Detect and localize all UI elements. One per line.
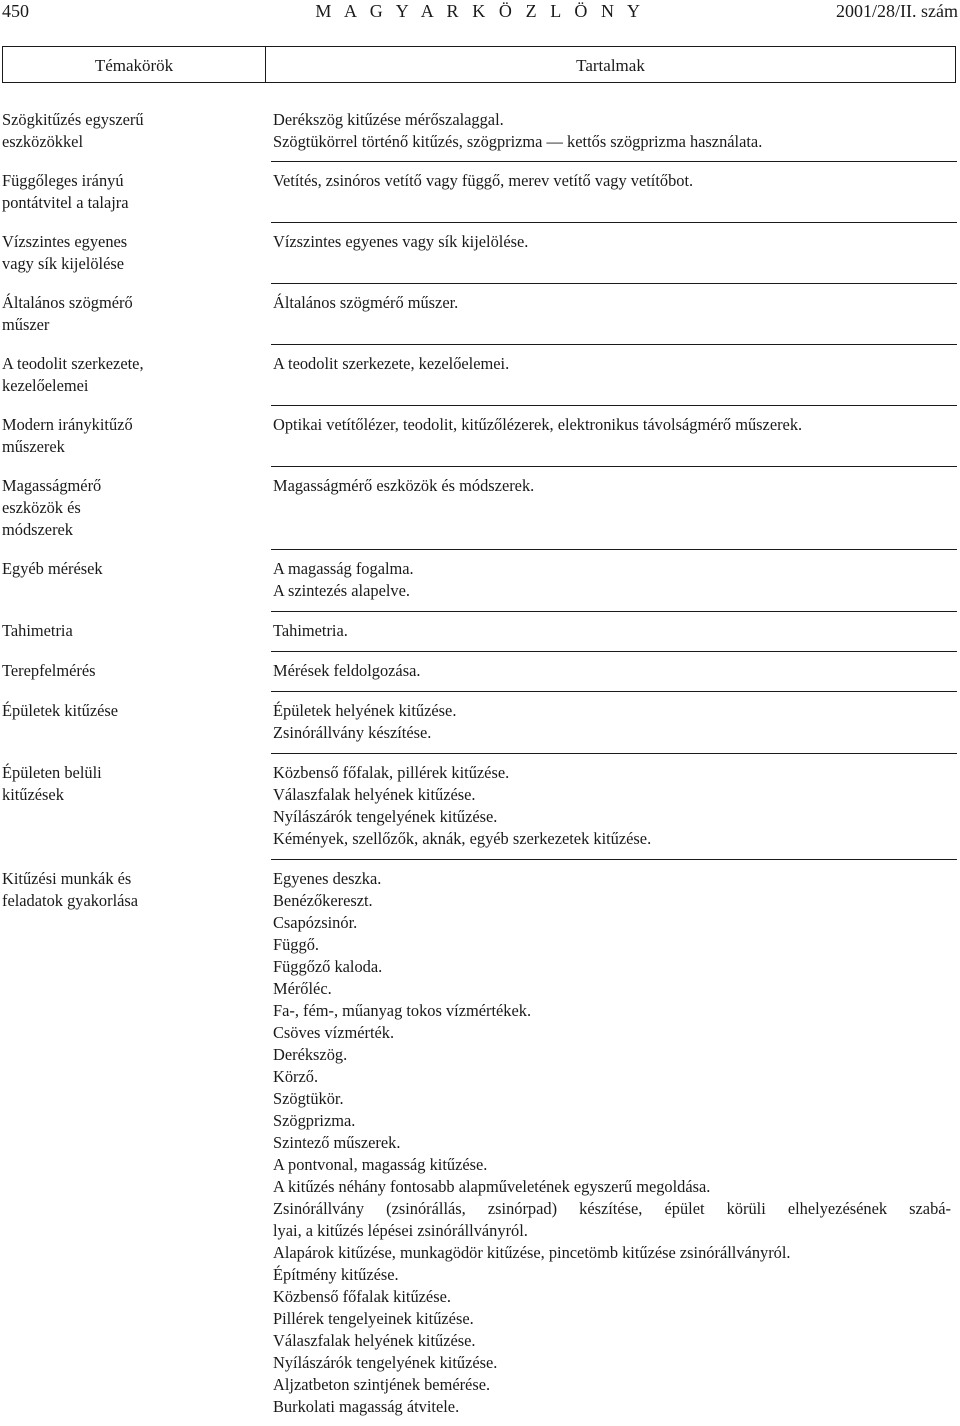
issue-number: 2001/28/II. szám [836,1,958,21]
topic-line: módszerek [2,520,73,539]
content-line: Nyílászárók tengelyének kitűzése. [273,807,498,826]
content-line: Függőző kaloda. [273,957,383,976]
content-line: Benézőkereszt. [273,891,373,910]
content-line: Csapózsinór. [273,913,358,932]
content-cell [271,353,957,406]
column-header-contents: Tartalmak [576,56,645,75]
content-line: lyai, a kitűzés lépései zsinórállványról. [273,1221,528,1240]
topic-line: műszer [2,315,50,334]
table-row [0,762,960,868]
topic-line: feladatok gyakorlása [2,891,139,910]
content-cell [271,231,957,284]
topic-cell [0,660,271,692]
content-cell [271,109,957,162]
table-row [0,170,960,231]
content-line: Szintező műszerek. [273,1133,401,1152]
topic-cell [0,475,271,550]
table-row [0,231,960,292]
table-row [0,353,960,414]
topic-cell [0,558,271,612]
content-line: Aljzatbeton szintjének bemérése. [273,1375,491,1394]
content-line: Egyenes deszka. [273,869,382,888]
page-number: 450 [2,1,29,21]
content-line: Magasságmérő eszközök és módszerek. [273,476,535,495]
topic-line: Épületen belüli [2,763,102,782]
topic-cell [0,620,271,652]
topic-line: kitűzések [2,785,64,804]
content-line: Közbenső főfalak kitűzése. [273,1287,451,1306]
topic-cell [0,414,271,467]
content-cell [271,292,957,345]
topic-line: Modern iránykitűző [2,415,133,434]
content-line: Derékszög. [273,1045,348,1064]
content-line: Csöves vízmérték. [273,1023,395,1042]
topic-line: eszközök és [2,498,81,517]
content-cell [271,414,957,467]
content-line: A teodolit szerkezete, kezelőelemei. [273,354,510,373]
table-row [0,414,960,475]
topic-cell [0,170,271,223]
topic-cell [0,868,271,1418]
content-line: A pontvonal, magasság kitűzése. [273,1155,488,1174]
topic-line: Általános szögmérő [2,293,133,312]
topic-cell [0,700,271,754]
topic-line: pontátvitel a talajra [2,193,129,212]
content-line: Alapárok kitűzése, munkagödör kitűzése, pincetömb kitűzése zsinórállványról. [273,1243,791,1262]
content-line: Szögprizma. [273,1111,356,1130]
topic-line: Tahimetria [2,621,73,640]
content-line: Derékszög kitűzése mérőszalaggal. [273,110,504,129]
topic-cell [0,109,271,162]
content-line: A szintezés alapelve. [273,581,410,600]
curriculum-table [0,109,960,1426]
table-row [0,868,960,1426]
table-row [0,620,960,660]
topic-line: eszközökkel [2,132,84,151]
topic-cell [0,353,271,406]
topic-cell [0,762,271,860]
content-line: Nyílászárók tengelyének kitűzése. [273,1353,498,1372]
table-row [0,292,960,353]
content-cell [271,558,957,612]
content-line: Általános szögmérő műszer. [273,293,459,312]
content-line: Pillérek tengelyeinek kitűzése. [273,1309,474,1328]
table-row [0,475,960,558]
content-line: Válaszfalak helyének kitűzése. [273,1331,476,1350]
content-line: Burkolati magasság átvitele. [273,1397,460,1416]
content-cell [271,170,957,223]
content-line: Mérőléc. [273,979,332,998]
content-line: Függő. [273,935,319,954]
table-row [0,558,960,620]
topic-line: A teodolit szerkezete, [2,354,144,373]
content-line: A kitűzés néhány fontosabb alapműveletének egyszerű megoldása. [273,1177,711,1196]
content-line: Szögtükör. [273,1089,344,1108]
content-line: Közbenső főfalak, pillérek kitűzése. [273,763,510,782]
content-line: Mérések feldolgozása. [273,661,421,680]
content-line: Tahimetria. [273,621,348,640]
content-cell [271,620,957,652]
content-line: Építmény kitűzése. [273,1265,399,1284]
content-cell [271,660,957,692]
content-cell [271,475,957,550]
content-cell [271,868,957,1418]
content-line: Válaszfalak helyének kitűzése. [273,785,476,804]
topic-line: műszerek [2,437,65,456]
topic-line: Vízszintes egyenes [2,232,128,251]
page-header [0,0,960,26]
topic-cell [0,292,271,345]
column-header-topics: Témakörök [3,47,266,82]
content-line: Szögtükörrel történő kitűzés, szögprizma — kettős szögprizma használata. [273,132,763,151]
content-line: Vízszintes egyenes vagy sík kijelölése. [273,232,529,251]
content-line: Fa-, fém-, műanyag tokos vízmértékek. [273,1001,532,1020]
topic-cell [0,231,271,284]
publication-title: M A G Y A R K Ö Z L Ö N Y [315,1,645,21]
topic-line: Szögkitűzés egyszerű [2,110,144,129]
content-line: Épületek helyének kitűzése. [273,701,457,720]
topic-line: kezelőelemei [2,376,89,395]
content-line: Vetítés, zsinóros vetítő vagy függő, merev vetítő vagy vetítőbot. [273,171,694,190]
table-row [0,109,960,170]
content-line: Zsinórállvány készítése. [273,723,432,742]
table-row [0,700,960,762]
content-cell [271,700,957,754]
table-header [2,46,956,83]
topic-line: Egyéb mérések [2,559,103,578]
content-line: Zsinórállvány (zsinórállás, zsinórpad) készítése, épület körüli elhelyezésének szabá- [273,1199,951,1218]
content-line: A magasság fogalma. [273,559,414,578]
content-line: Kémények, szellőzők, aknák, egyéb szerkezetek kitűzése. [273,829,652,848]
topic-line: Terepfelmérés [2,661,96,680]
content-line: Körző. [273,1067,319,1086]
topic-line: Függőleges irányú [2,171,124,190]
content-cell [271,762,957,860]
content-line: Optikai vetítőlézer, teodolit, kitűzőlézerek, elektronikus távolságmérő műszerek. [273,415,803,434]
topic-line: Magasságmérő [2,476,102,495]
topic-line: vagy sík kijelölése [2,254,124,273]
topic-line: Épületek kitűzése [2,701,119,720]
topic-line: Kitűzési munkák és [2,869,132,888]
table-row [0,660,960,700]
